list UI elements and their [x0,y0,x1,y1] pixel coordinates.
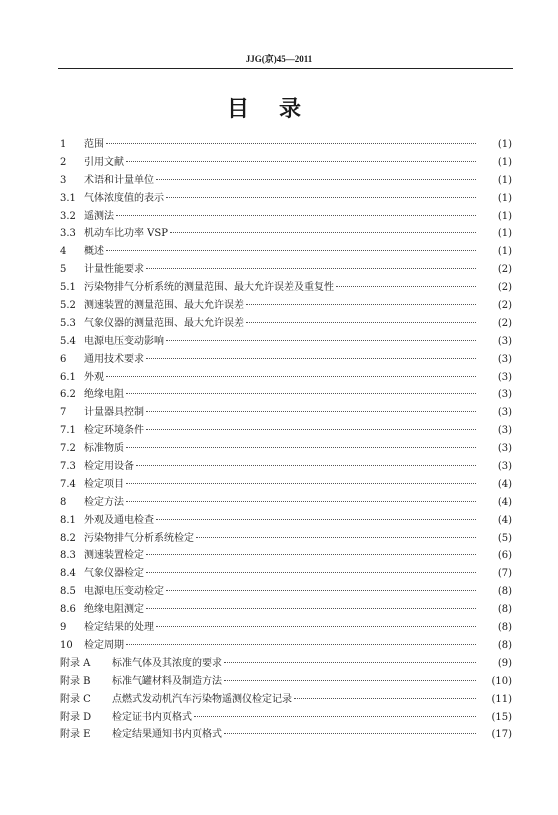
toc-entry-page: (8) [497,586,512,598]
document-code-header: JJG(京)45—2011 [245,54,313,64]
toc-entry-label: 范围 [84,139,104,150]
toc-entry[interactable] [60,619,512,637]
dot-leader [146,411,476,412]
toc-entry-page: (6) [497,550,512,562]
dot-leader [126,644,476,645]
toc-entry[interactable] [60,547,512,565]
toc-entry[interactable] [60,225,512,243]
toc-entry-page: (4) [497,496,512,508]
toc-entry-label: 机动车比功率 VSP [84,228,168,240]
toc-entry-page: (1) [497,246,512,258]
dot-leader [166,197,476,198]
dot-leader [294,698,476,699]
toc-entry-page: (8) [497,604,512,616]
toc-entry-label: 术语和计量单位 [84,174,154,186]
dot-leader [224,680,476,681]
toc-entry[interactable] [60,261,512,279]
toc-entry-label: 气体浓度值的表示 [84,192,164,204]
dot-leader [146,429,476,430]
dot-leader [156,626,476,627]
table-of-contents [60,136,512,744]
toc-entry[interactable] [60,726,512,744]
toc-entry-label: 引用文献 [84,156,124,168]
toc-entry-number: 8.4 [60,568,76,580]
toc-entry[interactable] [60,601,512,619]
dot-leader [146,554,476,555]
toc-entry[interactable] [60,458,512,476]
header-rule [58,68,513,69]
toc-entry-number: 2 [60,156,67,168]
toc-entry[interactable] [60,422,512,440]
toc-entry-page: (3) [497,353,512,365]
toc-entry-label: 污染物排气分析系统检定 [84,532,194,544]
toc-entry[interactable] [60,494,512,512]
toc-entry-page: (1) [497,174,512,186]
toc-entry-number: 6 [60,353,67,365]
toc-entry-label: 气象仪器检定 [84,568,144,580]
dot-leader [146,572,476,573]
toc-entry-number: 7 [60,407,67,419]
toc-entry-number: 9 [60,622,67,634]
toc-entry-label: 测速装置检定 [84,550,144,562]
toc-entry-number: 8.6 [60,604,76,616]
dot-leader [126,161,476,162]
toc-entry-label: 检定环境条件 [84,425,144,437]
toc-entry-page: (4) [497,514,512,526]
dot-leader [146,608,476,609]
dot-leader [194,716,476,717]
toc-entry-page: (17) [491,729,512,741]
toc-entry-number: 5.4 [60,335,76,347]
toc-entry-label: 通用技术要求 [84,353,144,365]
toc-entry[interactable] [60,243,512,261]
dot-leader [166,340,476,341]
toc-entry-page: (5) [497,532,512,544]
toc-entry-page: (3) [497,425,512,437]
toc-entry-number: 附录 C [60,693,91,705]
toc-entry-label: 概述 [84,246,104,258]
toc-entry-label: 测速装置的测量范围、最大允许误差 [84,300,244,312]
toc-entry-page: (3) [497,407,512,419]
toc-entry-page: (3) [497,335,512,347]
page-title: 目录 [226,97,331,122]
toc-entry-page: (2) [497,317,512,329]
toc-entry[interactable] [60,136,512,154]
toc-entry[interactable] [60,333,512,351]
toc-entry-label: 遥测法 [84,210,114,222]
dot-leader [156,519,476,520]
toc-entry-label: 检定项目 [84,478,124,490]
toc-entry-number: 6.2 [60,389,76,401]
toc-entry[interactable] [60,512,512,530]
toc-entry-page: (3) [497,443,512,455]
toc-entry-label: 标准气罐材料及制造方法 [112,675,222,687]
toc-entry-page: (2) [497,264,512,276]
toc-entry-number: 7.2 [60,443,76,455]
toc-entry-page: (10) [491,675,512,687]
toc-entry-number: 8.3 [60,550,76,562]
toc-entry-page: (8) [497,622,512,634]
toc-entry-label: 绝缘电阻 [84,389,124,401]
dot-leader [126,483,476,484]
toc-entry-label: 外观 [84,371,104,383]
toc-entry-number: 7.3 [60,461,76,473]
toc-entry-number: 1 [60,139,67,150]
dot-leader [156,179,476,180]
toc-entry-number: 3.3 [60,228,76,240]
toc-entry-page: (15) [491,711,512,723]
toc-entry-page: (3) [497,371,512,383]
toc-entry[interactable] [60,476,512,494]
toc-entry-label: 检定方法 [84,496,124,508]
toc-entry-page: (1) [497,139,512,150]
toc-entry-label: 电源电压变动影响 [84,335,164,347]
dot-leader [106,250,476,251]
toc-entry[interactable] [60,673,512,691]
toc-entry-page: (3) [497,461,512,473]
toc-entry[interactable] [60,440,512,458]
toc-entry-number: 附录 A [60,657,91,669]
toc-entry-page: (1) [497,156,512,168]
toc-entry-number: 3.2 [60,210,76,222]
dot-leader [166,590,476,591]
toc-entry-page: (7) [497,568,512,580]
toc-entry-label: 污染物排气分析系统的测量范围、最大允许误差及重复性 [84,282,334,294]
toc-entry-label: 电源电压变动检定 [84,586,164,598]
toc-entry-number: 附录 B [60,675,91,687]
toc-entry[interactable] [60,691,512,709]
toc-entry-page: (11) [491,693,512,705]
toc-entry-page: (9) [497,657,512,669]
toc-entry[interactable] [60,279,512,297]
toc-entry-number: 10 [60,639,73,651]
dot-leader [146,358,476,359]
toc-entry[interactable] [60,530,512,548]
toc-entry-page: (1) [497,228,512,240]
toc-entry[interactable] [60,208,512,226]
dot-leader [126,447,476,448]
toc-entry[interactable] [60,709,512,727]
toc-entry-label: 检定周期 [84,639,124,651]
toc-entry-number: 3 [60,174,67,186]
toc-entry-page: (3) [497,389,512,401]
toc-entry[interactable] [60,583,512,601]
dot-leader [146,268,476,269]
toc-entry-number: 7.1 [60,425,76,437]
toc-entry[interactable] [60,386,512,404]
toc-entry-label: 计量性能要求 [84,264,144,276]
toc-entry-label: 检定用设备 [84,461,134,473]
toc-entry-number: 5 [60,264,67,276]
toc-entry[interactable] [60,655,512,673]
toc-entry-label: 检定结果通知书内页格式 [112,729,222,741]
dot-leader [116,215,476,216]
toc-entry-number: 5.2 [60,300,76,312]
toc-entry-label: 计量器具控制 [84,407,144,419]
toc-entry-label: 绝缘电阻测定 [84,604,144,616]
toc-entry-page: (8) [497,639,512,651]
dot-leader [126,501,476,502]
dot-leader [224,662,476,663]
toc-entry[interactable] [60,351,512,369]
dot-leader [106,143,476,144]
dot-leader [196,537,476,538]
toc-entry[interactable] [60,190,512,208]
toc-entry-number: 6.1 [60,371,76,383]
toc-entry-page: (4) [497,478,512,490]
toc-entry-number: 8 [60,496,67,508]
dot-leader [224,733,476,734]
toc-entry-label: 标准气体及其浓度的要求 [112,657,222,669]
toc-entry[interactable] [60,297,512,315]
toc-entry-number: 7.4 [60,478,76,490]
toc-entry[interactable] [60,637,512,655]
toc-entry[interactable] [60,172,512,190]
toc-entry[interactable] [60,315,512,333]
toc-entry[interactable] [60,565,512,583]
toc-entry-label: 检定结果的处理 [84,622,154,634]
dot-leader [106,376,476,377]
toc-entry[interactable] [60,154,512,172]
dot-leader [126,393,476,394]
toc-entry-number: 8.2 [60,532,76,544]
toc-entry-number: 3.1 [60,192,76,204]
dot-leader [336,286,476,287]
toc-entry-number: 5.3 [60,317,76,329]
toc-entry-number: 附录 E [60,729,91,741]
toc-entry[interactable] [60,404,512,422]
toc-entry-number: 8.1 [60,514,76,526]
toc-entry-page: (2) [497,300,512,312]
toc-entry-page: (1) [497,192,512,204]
dot-leader [170,232,476,233]
dot-leader [246,304,476,305]
toc-entry[interactable] [60,369,512,387]
toc-entry-number: 4 [60,246,67,258]
toc-entry-page: (2) [497,282,512,294]
toc-entry-number: 5.1 [60,282,76,294]
toc-entry-label: 气象仪器的测量范围、最大允许误差 [84,317,244,329]
dot-leader [246,322,476,323]
toc-entry-number: 附录 D [60,711,92,723]
toc-entry-label: 检定证书内页格式 [112,711,192,723]
toc-entry-label: 外观及通电检查 [84,514,154,526]
toc-entry-label: 点燃式发动机汽车污染物遥测仪检定记录 [112,693,292,705]
toc-entry-number: 8.5 [60,586,76,598]
toc-entry-page: (1) [497,210,512,222]
dot-leader [136,465,476,466]
toc-entry-label: 标准物质 [84,443,124,455]
